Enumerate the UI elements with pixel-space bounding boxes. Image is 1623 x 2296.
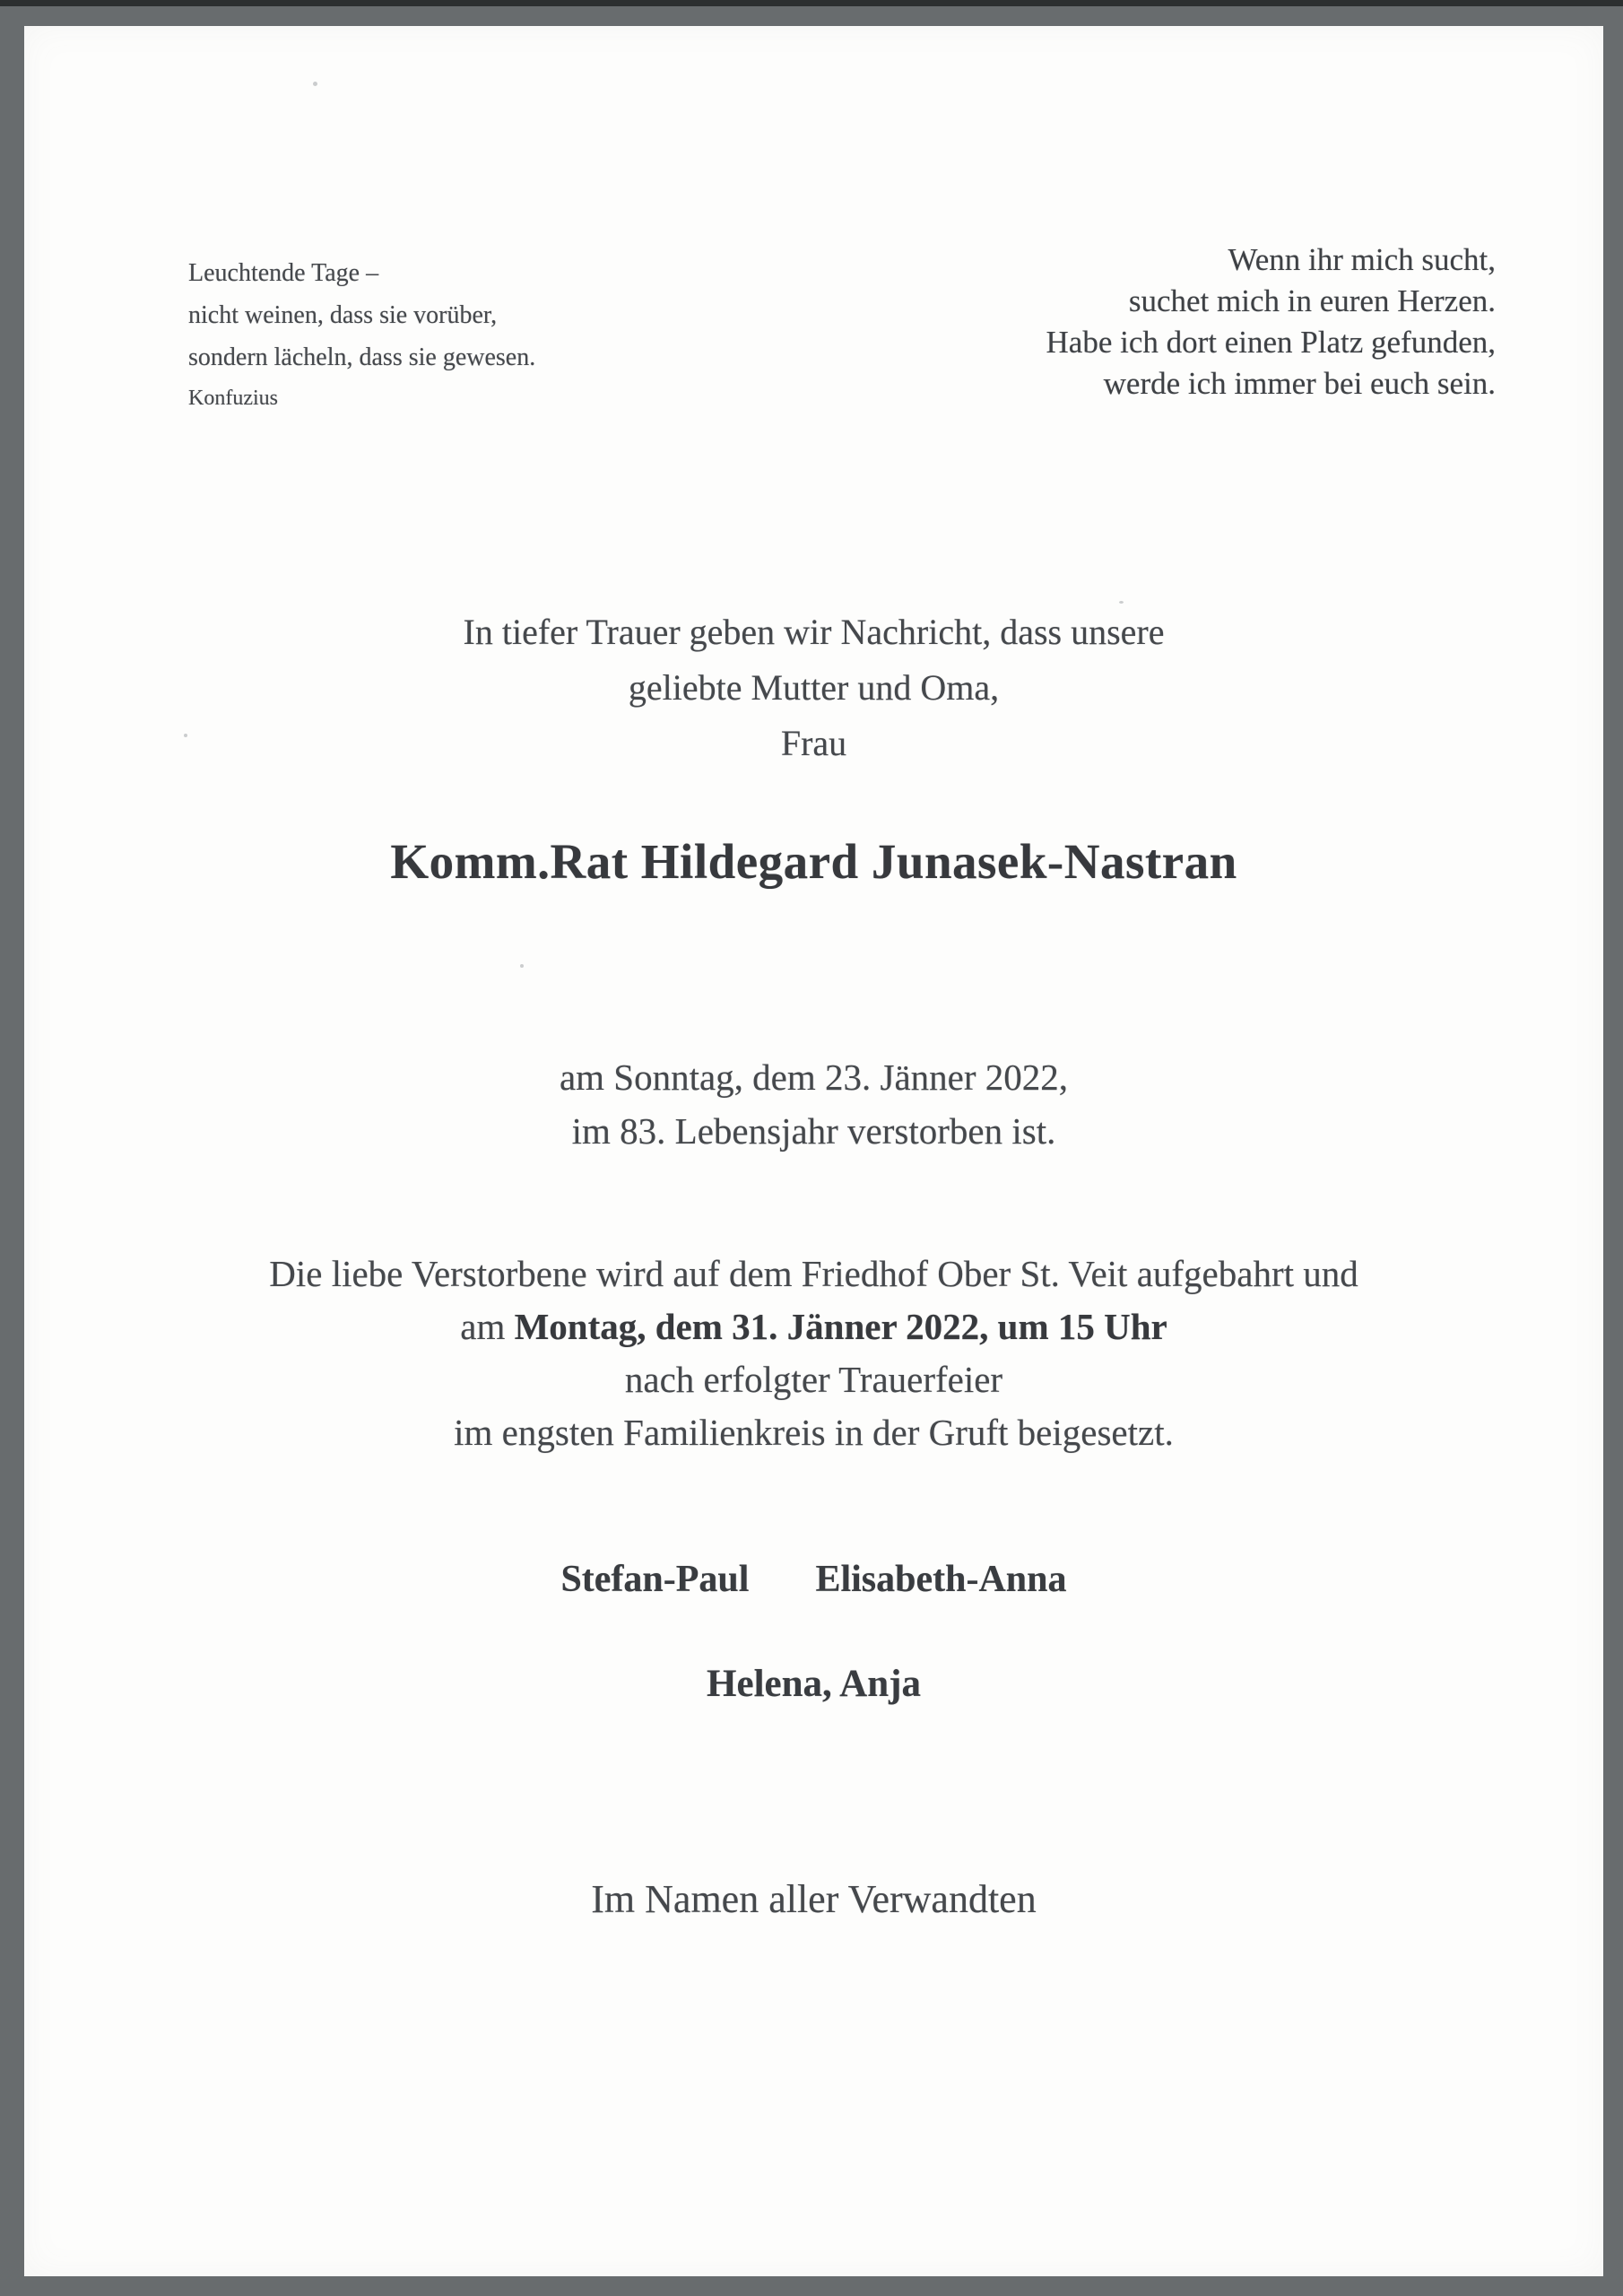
funeral-details-block [24,1248,1603,1459]
death-date-line: am Sonntag, dem 23. Jänner 2022, [559,1057,1069,1098]
funeral-datetime-bold: Montag, dem 31. Jänner 2022, um 15 Uhr [514,1306,1167,1347]
announcement-line: geliebte Mutter und Oma, [628,667,1000,708]
mourner-name: Elisabeth-Anna [815,1559,1067,1600]
mourners-row-children [24,1556,1603,1603]
scan-speck [184,734,187,737]
closing-line: Im Namen aller Verwandten [591,1877,1037,1921]
announcement-line: In tiefer Trauer geben wir Nachricht, dass unsere [463,612,1165,652]
mourners-row-grandchildren: Helena, Anja [707,1663,921,1705]
quote-right-line: Habe ich dort einen Platz gefunden, [1046,325,1496,360]
funeral-line: nach erfolgter Trauerfeier [624,1359,1003,1400]
funeral-line-datetime [24,1300,1603,1353]
deceased-name: Komm.Rat Hildegard Junasek-Nastran [390,834,1237,889]
death-date-block [24,1050,1603,1158]
announcement-line: Frau [780,723,847,763]
quote-right-line: suchet mich in euren Herzen. [1128,283,1496,318]
scan-edge-shadow [0,0,1623,6]
quote-right-block [1046,239,1496,404]
death-date-line: im 83. Lebensjahr verstorben ist. [571,1110,1056,1152]
quote-left-line: sondern lächeln, dass sie gewesen. [188,344,536,371]
mourner-name: Stefan-Paul [560,1559,750,1600]
announcement-block [24,604,1603,771]
funeral-datetime-prefix: am [460,1306,515,1347]
quote-right-line: werde ich immer bei euch sein. [1103,366,1496,401]
funeral-line: im engsten Familienkreis in der Gruft beigesetzt. [454,1412,1174,1453]
quote-right-line: Wenn ihr mich sucht, [1228,242,1496,277]
funeral-line: Die liebe Verstorbene wird auf dem Friedhof Ober St. Veit aufgebahrt und [269,1253,1358,1294]
scan-speck [1119,601,1124,604]
memorial-card-page [24,26,1603,2276]
quote-attribution: Konfuzius [188,387,278,410]
quote-left-line: Leuchtende Tage – [188,259,379,287]
quote-left-line: nicht weinen, dass sie vorüber, [188,301,498,329]
quote-left-block [188,252,535,418]
scan-speck [520,964,524,968]
scan-speck [313,82,317,86]
